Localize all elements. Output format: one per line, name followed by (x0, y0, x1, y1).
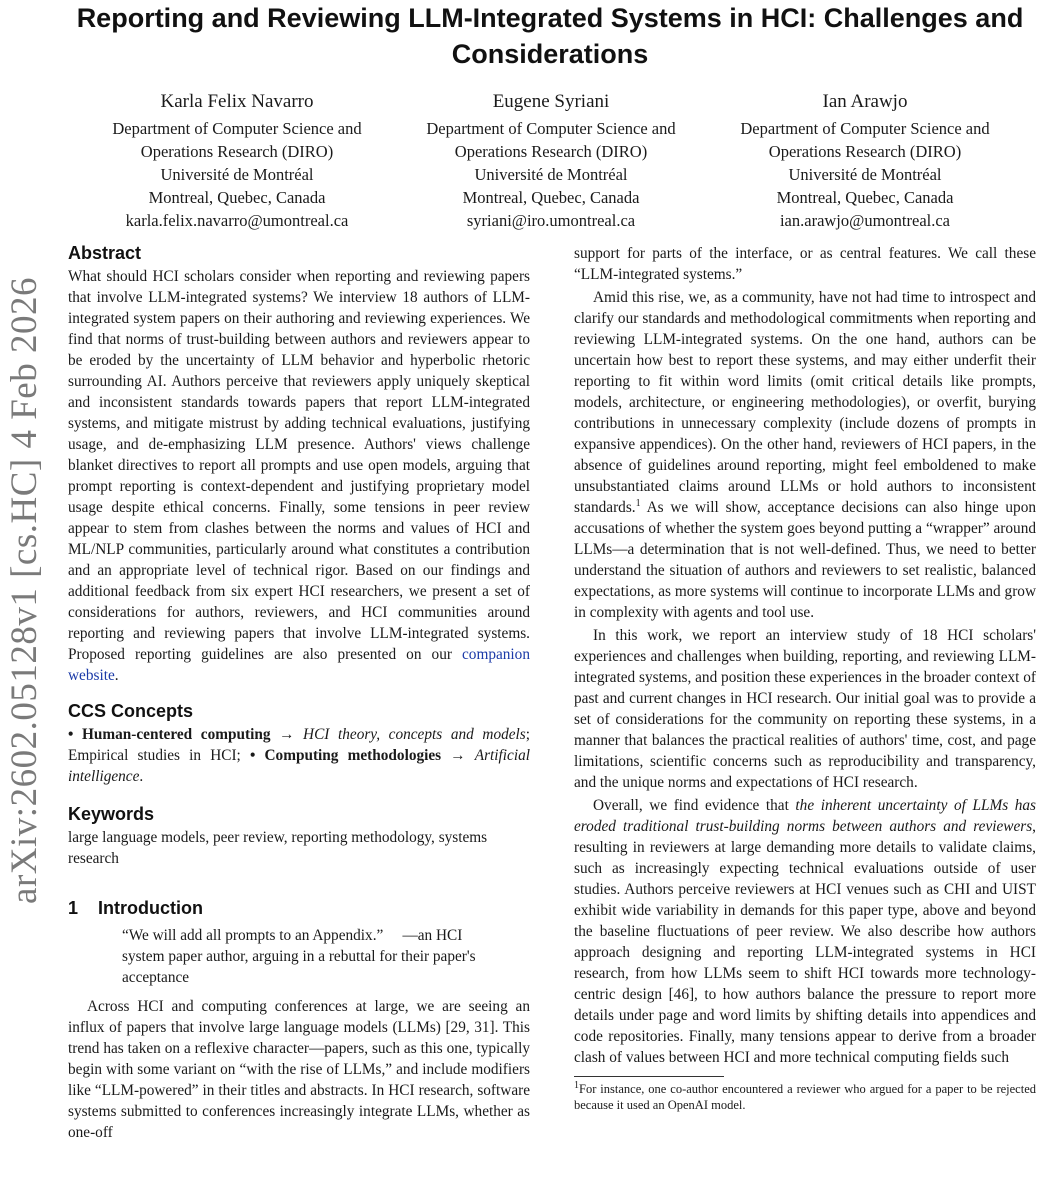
author-email[interactable]: karla.felix.navarro@umontreal.ca (125, 211, 349, 230)
right-column (574, 243, 1036, 1113)
author-3 (708, 88, 1022, 232)
author-name: Eugene Syriani (492, 91, 610, 112)
paper-title: Reporting and Reviewing LLM-Integrated Systems in HCI: Challenges and Considerations (76, 3, 1024, 69)
ccs-item: HCI theory, concepts and models (303, 726, 526, 743)
ccs-bullet-2: • Computing methodologies (249, 747, 442, 764)
footnote-ref[interactable]: 1 (635, 497, 641, 509)
paragraph: support for parts of the interface, or as central features. We call these “LLM-integrated systems.” (574, 245, 1036, 283)
author-2 (394, 88, 708, 232)
abstract-body: What should HCI scholars consider when reporting and reviewing papers that involve LLM-integrated systems? We interview 18 authors of LLM-integrated system papers on their authoring and reviewing experiences. We find that norms of trust-building between authors and reviewers appear to be eroded by the uncertainty of LLM behavior and hyperbolic rhetoric surrounding AI. Authors perceive that reviewers apply uniquely skeptical and inconsistent standards towards papers that report LLM-integrated systems, and mitigate mistrust by adding technical evaluations, justifying usage, and de-emphasizing LLM presence. Authors' views challenge blanket directives to report all prompts and use open models, arguing that prompt reporting is context-dependent and justifying proprietary model usage despite ethical concerns. Finally, some tensions in peer review appear to stem from clashes between the norms and values of HCI and ML/NLP communities, particularly around what constitutes a contribution and an appropriate level of technical rigor. Based on our findings and additional feedback from six expert HCI researchers, we present a set of considerations for authors, reviewers, and HCI communities around reporting and reviewing papers that involve LLM-integrated systems. Proposed reporting guidelines are also presented on our (68, 268, 530, 663)
left-column (68, 240, 530, 1143)
paragraph-part: As we will show, acceptance decisions can also hinge upon accusations of whether the system goes beyond putting a “wrapper” around LLMs—a determination that is not well-defined. Thus, we need to better understand the situation of authors and reviewers to set realistic, balanced expectations, as more systems will continue to incorporate LLMs and grow in complexity with agents and tool use. (574, 499, 1036, 621)
footnote-text: For instance, one co-author encountered a reviewer who argued for a paper to be rejected because it used an OpenAI model. (574, 1082, 1036, 1112)
footnote-mark: 1 (574, 1079, 579, 1091)
ccs-item: Artificial intelligence (68, 747, 530, 785)
epigraph-attribution: —an HCI system paper author, arguing in a rebuttal for their paper's acceptance (122, 927, 476, 986)
author-univ: Université de Montréal (160, 165, 314, 184)
author-dept: Department of Computer Science and Operations Research (DIRO) (740, 119, 990, 161)
intro-paragraph: Across HCI and computing conferences at large, we are seeing an influx of papers that involve large language models (LLMs) [29, 31]. This trend has taken on a reflexive character—papers, such as this one, typically begin with some variant on “with the rise of LLMs,” and include modifiers like “LLM-powered” in their titles and abstracts. In HCI research, software systems submitted to conferences increasingly integrate LLMs, whether as one-off (68, 998, 530, 1141)
epigraph (122, 925, 480, 988)
author-block (80, 88, 1024, 232)
keywords-heading: Keywords (68, 804, 155, 824)
paragraph-part: Amid this rise, we, as a community, have not had time to introspect and clarify our standards and methodological commitments when reporting and reviewing LLM-integrated systems. On the one hand, authors can be uncertain how best to report these systems, and may either underfit their reporting to fit within word limits (omit critical details like prompts, models, architecture, or engineering methodologies), or overfit, burying contributions in unnecessary complexity (include dozens of prompts in expansive appendices). On the other hand, reviewers of HCI papers, in the absence of guidelines around reporting, might feel emboldened to make unsubstantiated claims around LLMs or hold authors to inconsistent standards. (574, 289, 1036, 516)
author-dept: Department of Computer Science and Operations Research (DIRO) (112, 119, 362, 161)
author-name: Karla Felix Navarro (160, 91, 314, 112)
author-email[interactable]: syriani@iro.umontreal.ca (466, 211, 636, 230)
author-dept: Department of Computer Science and Operations Research (DIRO) (426, 119, 676, 161)
paragraph-part: , resulting in reviewers at large demanding more details to validate claims, such as increasingly expecting technical evaluations outside of user studies. Authors perceive reviewers at HCI venues such as CHI and UIST exhibit wide variability in demands for this paper type, above and beyond the baseline fluctuations of peer review. We also describe how authors approach designing and reporting LLM-integrated systems in HCI research, from how LLMs seem to shift HCI towards more technology-centric design [46], to how authors balance the pressure to report more details under page and word limits by shifting details into appendices and code repositories. Finally, many tensions appear to derive from a broader clash of values between HCI and more technical computing fields such (574, 818, 1036, 1066)
paragraph (574, 795, 1036, 1068)
author-univ: Université de Montréal (474, 165, 628, 184)
epigraph-quote: “We will add all prompts to an Appendix.” (122, 927, 384, 944)
ccs-heading: CCS Concepts (68, 701, 194, 721)
arxiv-id: arXiv:2602.05128v1 [cs.HC] 4 Feb 2026 (3, 276, 45, 904)
arxiv-stamp (4, 240, 44, 940)
author-univ: Université de Montréal (788, 165, 942, 184)
author-location: Montreal, Quebec, Canada (776, 188, 954, 207)
section-title: Introduction (98, 898, 203, 918)
author-name: Ian Arawjo (822, 91, 908, 112)
paragraph: In this work, we report an interview study of 18 HCI scholars' experiences and challenges when building, reporting, and reviewing LLM-integrated systems, and position these experiences in the broader context of past and current changes in HCI research. Our initial goal was to provide a set of considerations for the community on reporting these systems, in a manner that balances the practical realities of authors' time, cost, and page limitations, scientific concerns such as reproducibility and transparency, and the unique norms and expectations of HCI research. (574, 627, 1036, 791)
emphasis: the inherent uncertainty of LLMs has eroded traditional trust-building norms between authors and reviewers (574, 797, 1036, 835)
author-1 (80, 88, 394, 232)
paragraph (574, 287, 1036, 623)
abstract-heading: Abstract (68, 243, 142, 263)
section-number: 1 (68, 898, 79, 918)
author-location: Montreal, Quebec, Canada (462, 188, 640, 207)
paragraph-part: Overall, we find evidence that (593, 797, 796, 814)
introduction-heading (68, 895, 530, 921)
abstract-text (68, 266, 530, 686)
ccs-item: ; Empirical studies in HCI; (68, 726, 530, 764)
footnote-divider (574, 1076, 724, 1077)
ccs-text (68, 724, 530, 787)
author-email[interactable]: ian.arawjo@umontreal.ca (779, 211, 951, 230)
keywords-text: large language models, peer review, reporting methodology, systems research (68, 829, 488, 867)
ccs-arrow: → (441, 747, 475, 764)
footnote (574, 1081, 1036, 1113)
ccs-arrow: → (270, 726, 304, 743)
companion-website-link[interactable]: companion website (68, 646, 530, 684)
ccs-bullet-1: • Human-centered computing (68, 726, 271, 743)
abstract-end: . (114, 667, 119, 684)
author-location: Montreal, Quebec, Canada (148, 188, 326, 207)
ccs-end: . (139, 768, 144, 785)
